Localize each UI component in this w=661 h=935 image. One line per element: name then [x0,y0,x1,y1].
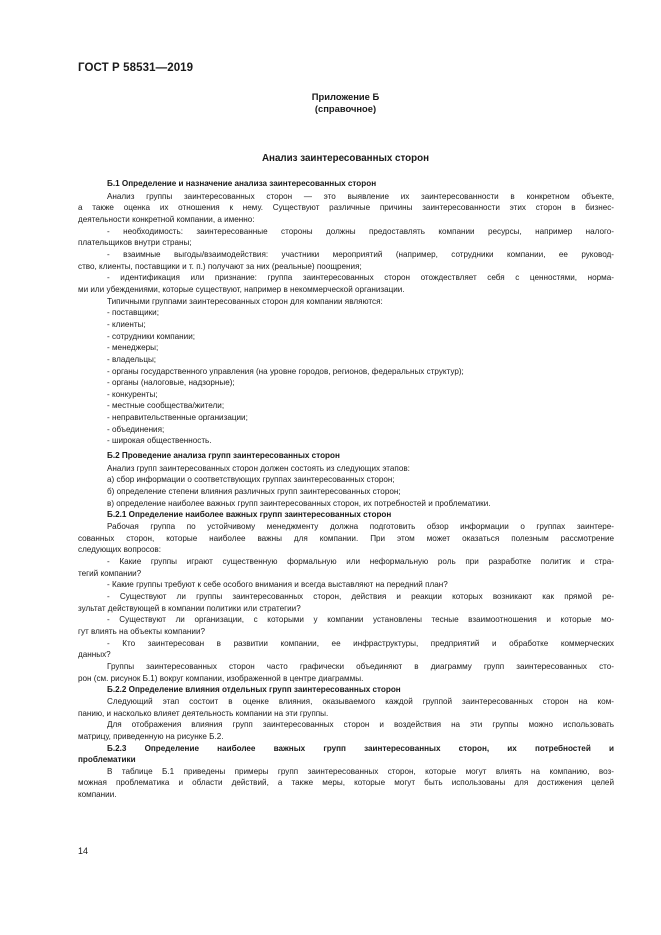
document-id: ГОСТ Р 58531—2019 [78,62,194,74]
paragraph-line: рон (см. рисунок Б.1) вокруг компании, изображенной в центре диаграммы. [78,673,364,683]
page-number: 14 [78,846,89,856]
paragraph-line: следующих вопросов: [78,545,162,555]
section-title: Анализ заинтересованных сторон [261,153,430,164]
paragraph-line: а также оценка их отношения к нему. Существуют различные причины заинтересованности этих сторон в бизнес- [78,203,614,213]
list-item: - конкуренты; [107,389,158,399]
list-item: - Существуют ли организации, с которыми у компании установлены тесные взаимоотношения и которые мо- [107,615,614,625]
paragraph-line: сованных сторон, которые наиболее важны для компании. При этом может оказаться полезным рассмотрение [78,533,614,543]
paragraph-line: деятельности конкретной компании, а именно: [78,214,255,224]
list-item: - владельцы; [107,354,157,364]
paragraph-line: Для отображения влияния групп заинтересованных сторон и воздействия на эти группы можно использовать [107,720,614,730]
list-item: - объединения; [107,424,165,434]
heading-b2-1: Б.2.1 Определение наиболее важных групп заинтересованных сторон [107,510,392,520]
paragraph-line: Анализ группы заинтересованных сторон — это выявление их заинтересованности в конкретном объекте, [107,191,614,201]
paragraph-line: В таблице Б.1 приведены примеры групп заинтересованных сторон, которые могут влиять на компанию, воз- [107,766,614,776]
list-item: а) сбор информации о соответствующих группах заинтересованных сторон; [107,475,395,485]
list-item: - широкая общественность. [107,436,212,446]
paragraph-line: Рабочая группа по устойчивому менеджменту должна подготовить обзор информации о группах заинтере- [107,522,614,532]
document-body [78,178,614,801]
heading-b2-3-cont: проблематики [78,755,136,765]
list-item: - необходимость: заинтересованные стороны должны предоставлять компании ресурсы, например налого- [107,226,614,236]
list-item: данных? [78,650,111,660]
list-item: - органы государственного управления (на уровне городов, регионов, федеральных структур); [107,366,464,376]
paragraph-line: Типичными группами заинтересованных сторон для компании являются: [107,296,383,306]
list-item: - местные сообщества/жители; [107,401,225,411]
list-item: в) определение наиболее важных групп заинтересованных сторон, их потребностей и проблематики. [107,498,491,508]
annex-heading [0,91,661,115]
list-item: зультат действующей в компании политики или стратегии? [78,603,301,613]
annex-title: Приложение Б [311,91,380,102]
list-item: - Какие группы играют существенную формальную или неформальную роль при разработке политик и стра- [107,557,614,566]
paragraph-line: Следующий этап состоит в оценке влияния, оказываемого каждой группой заинтересованных сторон на ком- [107,696,614,706]
list-item: гут влиять на объекты компании? [78,626,206,636]
paragraph-line: компании. [78,790,117,800]
list-item: - поставщики; [107,308,159,318]
list-item: - взаимные выгоды/взаимодействия: участники мероприятий (например, сотрудники компании, ее руковод- [107,249,614,259]
paragraph-line: можная проблематика и области действий, а также меры, которые могут быть использованы для достижения целей [78,778,614,788]
list-item: - Какие группы требуют к себе особого внимания и всегда выставляют на передний план? [107,580,448,590]
heading-b2-3: Б.2.3 Определение наиболее важных групп заинтересованных сторон, их потребностей и [107,743,614,753]
annex-note: (справочное) [314,103,377,114]
paragraph-line: панию, и насколько влияет деятельность компании на эти группы. [78,708,329,718]
heading-b1: Б.1 Определение и назначение анализа заинтересованных сторон [107,179,377,188]
list-item: - менеджеры; [107,343,159,353]
list-item: - Существуют ли группы заинтересованных сторон, действия и реакции которых возникают как прямой ре- [107,591,614,601]
list-item: ство, клиенты, поставщики и т. п.) получают за них (реальные) поощрения; [78,261,362,271]
list-item: - органы (налоговые, надзорные); [107,378,235,388]
list-item: - Кто заинтересован в развитии компании, ее инфраструктуры, предприятий и обработке коммерческих [107,638,614,648]
list-item: - клиенты; [107,319,146,329]
paragraph-line: матрицу, приведенную на рисунке Б.2. [78,731,224,741]
list-item: - идентификация или признание: группа заинтересованных сторон отождествляет себя с ценностями, норма- [107,273,614,283]
heading-b2-2: Б.2.2 Определение влияния отдельных групп заинтересованных сторон [107,685,401,695]
heading-b2: Б.2 Проведение анализа групп заинтересованных сторон [107,451,340,461]
list-item: ми или убеждениями, которые существуют, например в некоммерческой организации. [78,284,405,294]
paragraph-line: Анализ групп заинтересованных сторон должен состоять из следующих этапов: [107,463,410,473]
list-item: тегий компании? [78,568,142,578]
list-item: - неправительственные организации; [107,413,248,423]
list-item: б) определение степени влияния различных групп заинтересованных сторон; [107,487,401,497]
list-item: плательщиков внутри страны; [78,238,192,248]
paragraph-line: Группы заинтересованных сторон часто графически объединяют в диаграмму групп заинтересованных сто- [107,661,614,671]
list-item: - сотрудники компании; [107,331,196,341]
